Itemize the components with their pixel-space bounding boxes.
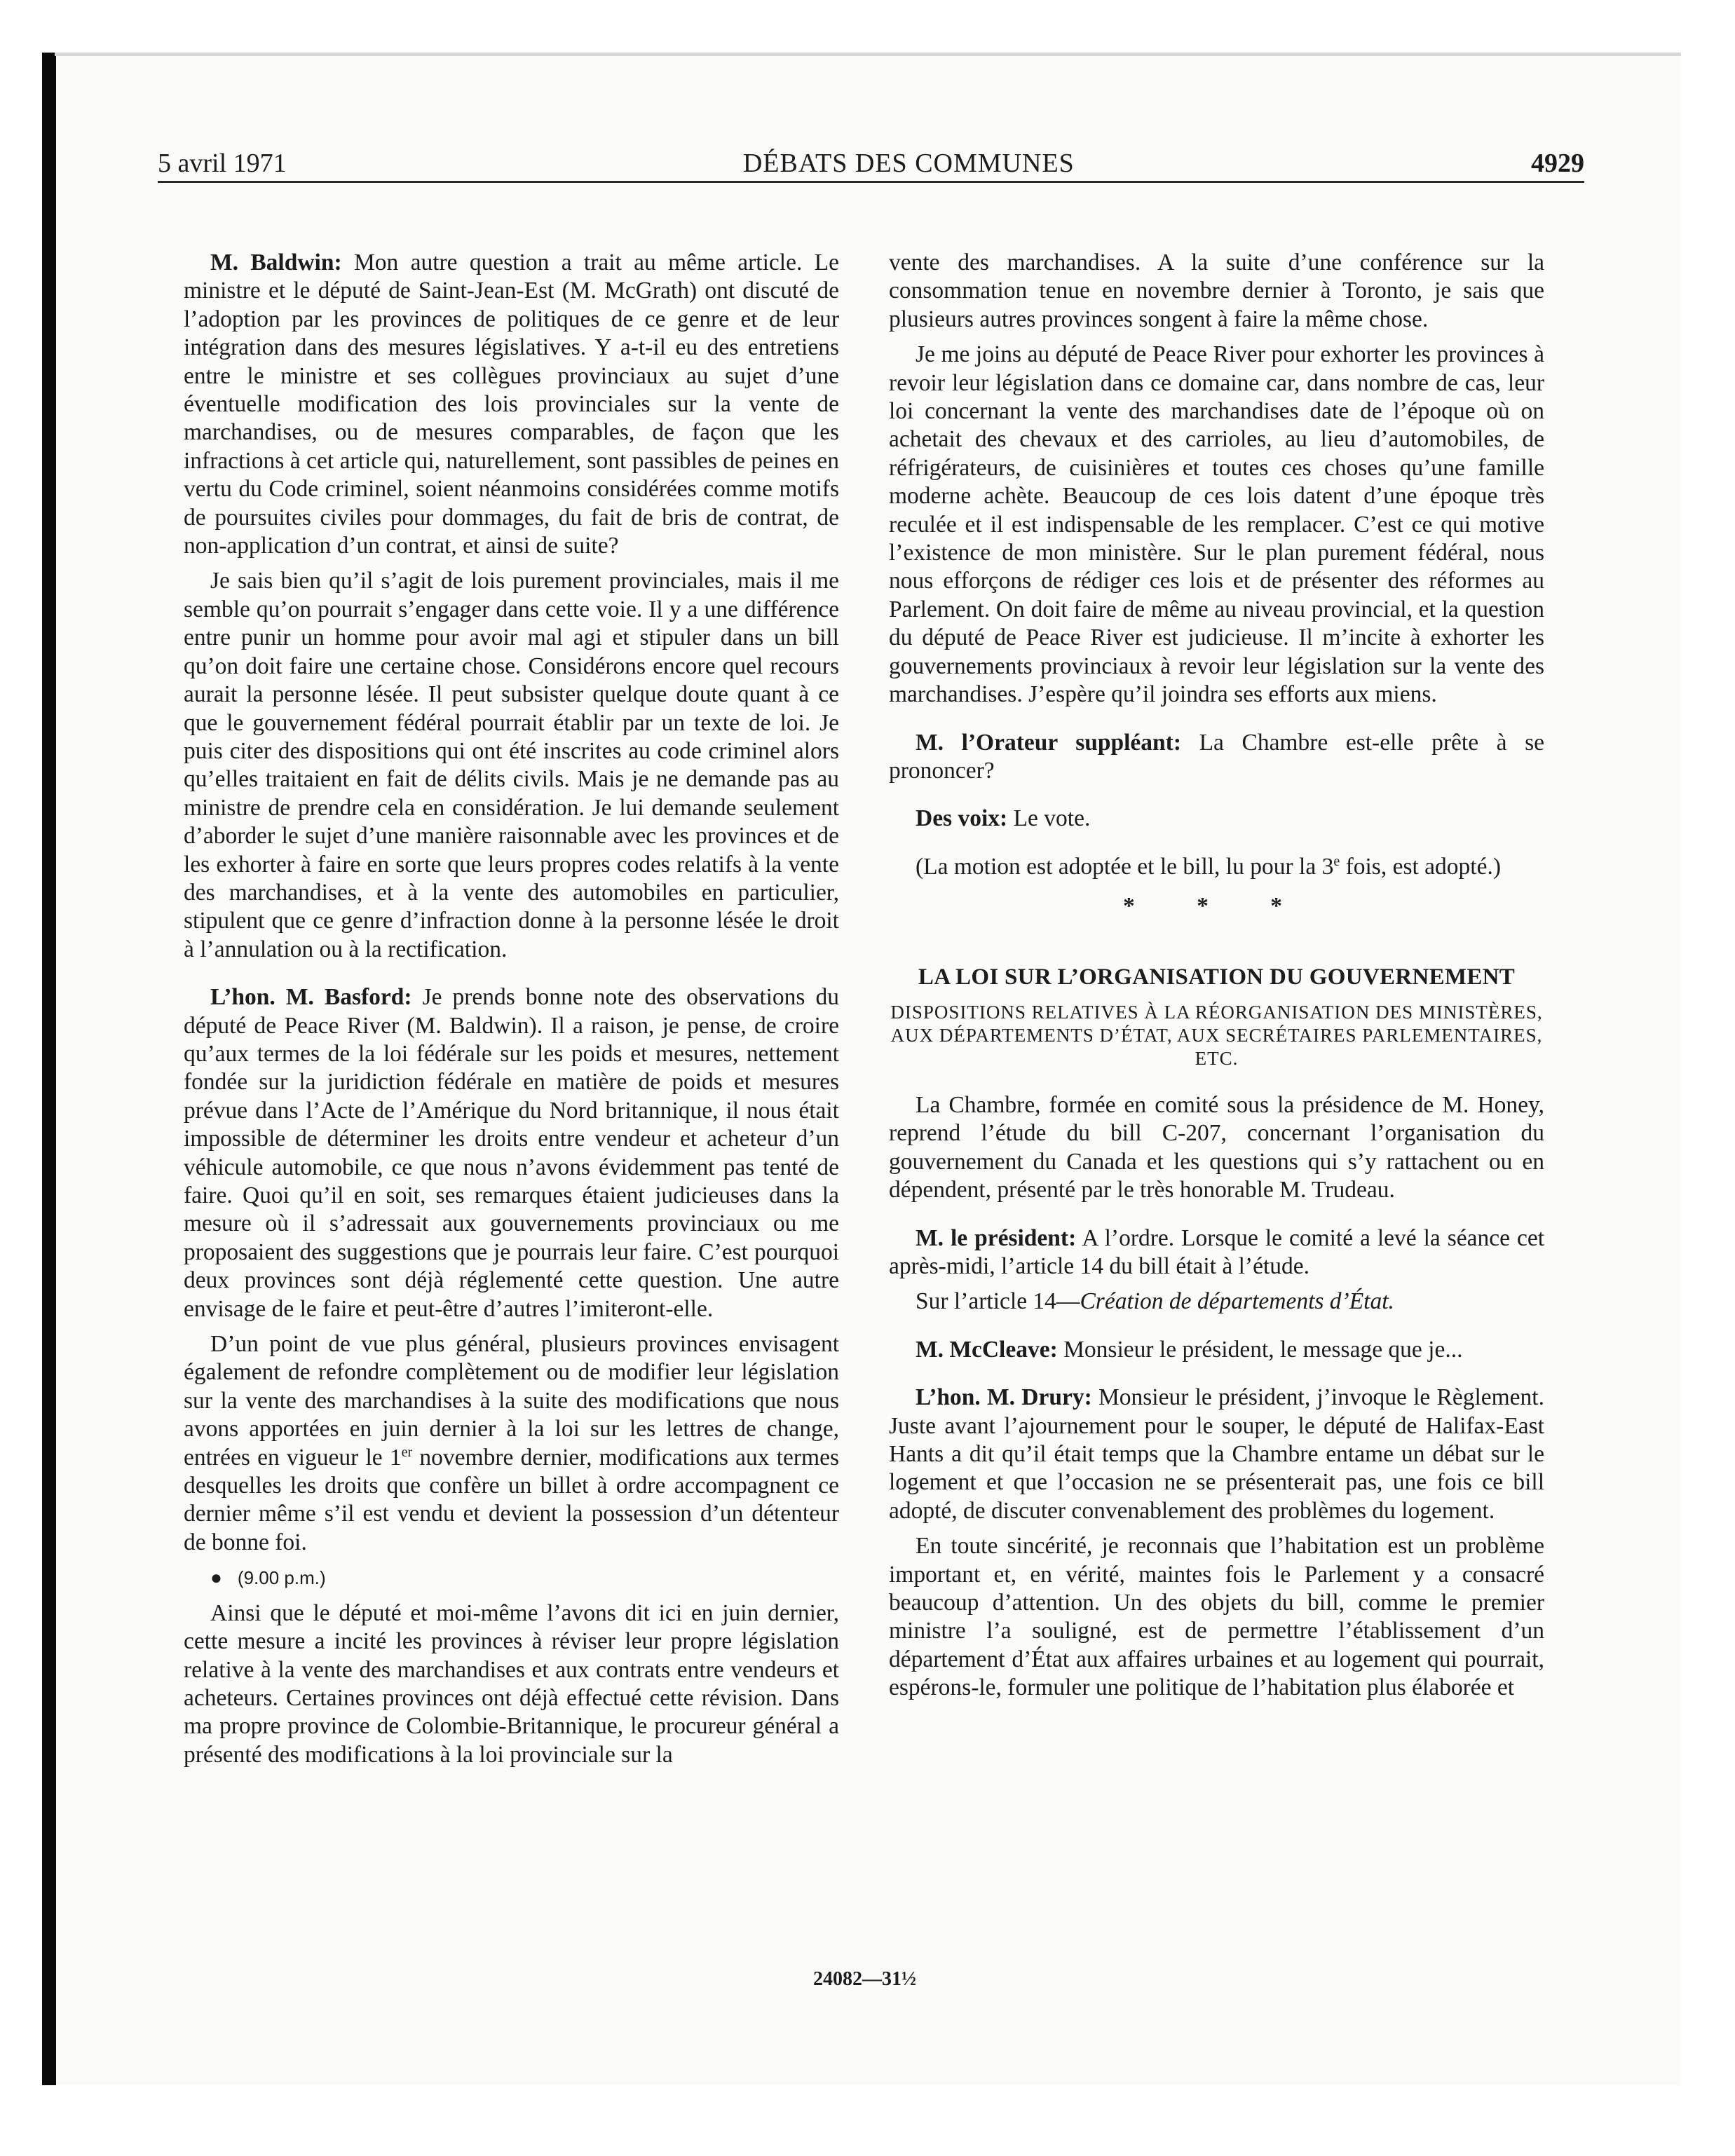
timestamp-text: (9.00 p.m.)	[237, 1567, 326, 1589]
paragraph	[889, 1384, 1544, 1525]
speaker-name: L’hon. M. Drury:	[916, 1384, 1092, 1411]
section-subtitle: DISPOSITIONS RELATIVES À LA RÉORGANISATION DES MINISTÈRES, AUX DÉPARTEMENTS D’ÉTAT, AUX SECRÉTAIRES PARLEMENTAIRES, ETC.	[890, 1001, 1543, 1069]
speech-text: A l’ordre. Lorsque le comité a levé la séance cet après-midi, l’article 14 du bill était à l’étude.	[889, 1224, 1544, 1279]
right-column	[889, 249, 1544, 1710]
speech-text: Monsieur le président, j’invoque le Règlement. Juste avant l’ajournement pour le souper, le député de Halifax-East Hants a dit qu’il était temps que la Chambre entame un débat sur le logement et que l’occasion ne se présenterait pas, une fois ce bill adopté, de discuter convenablement des problèmes du logement.	[889, 1384, 1544, 1524]
speaker-name: L’hon. M. Basford:	[210, 984, 412, 1011]
paragraph	[889, 805, 1544, 833]
section-separator: * * *	[1123, 893, 1310, 920]
speaker-name: M. l’Orateur suppléant:	[916, 729, 1181, 756]
ordinal-superscript: e	[1333, 853, 1340, 869]
speech-text: (La motion est adoptée et le bill, lu pour la 3	[916, 853, 1334, 880]
scan-border	[42, 53, 56, 2085]
paragraph	[184, 249, 839, 560]
speech-text: novembre dernier, modifications aux termes desquelles les droits que confère un billet à ordre accompagnent ce dernier même s’il est vendu et devient la possession d’un détenteur de bonne foi.	[184, 1444, 839, 1555]
paragraph	[184, 1330, 839, 1557]
speech-text: Sur l’article 14—	[916, 1288, 1080, 1315]
paragraph	[889, 729, 1544, 786]
paragraph	[889, 1288, 1544, 1316]
speaker-name: M. McCleave:	[916, 1336, 1058, 1363]
speech-text: Je prends bonne note des observations du député de Peace River (M. Baldwin). Il a raison, je pense, de croire qu’aux termes de la loi fédérale sur les poids et mesures, nettement fondée sur la juridiction fédérale en matière de poids et mesures prévue dans l’Acte de l’Amérique du Nord britannique, il nous était impossible de déterminer les droits entre vendeur et acheteur d’un véhicule automobile, ce que nous n’avons évidemment pas tenté de faire. Quoi qu’il en soit, ses remarques étaient judicieuses dans la mesure où il s’adressait aux gouvernements provinciaux ou me proposaient des suggestions que je pourrais leur faire. C’est pourquoi deux provinces sont déjà réglementé cette question. Une autre envisage de le faire et peut-être d’autres l’imiteront-elle.	[184, 984, 839, 1322]
speech-text: Le vote.	[1007, 805, 1091, 832]
paragraph	[889, 1336, 1544, 1364]
speaker-name: M. Baldwin:	[210, 250, 342, 275]
paragraph: Je me joins au député de Peace River pour exhorter les provinces à revoir leur législation dans ce domaine car, dans nombre de cas, leur loi concernant la vente des marchandises date de l’époque où on achetait des chevaux et des carrioles, au lieu d’automobiles, de réfrigérateurs, de cuisinières et toutes ces choses qu’une famille moderne achète. Beaucoup de ces lois datent d’une époque très reculée et il est indispensable de les remplacer. C’est ce qui motive l’existence de mon ministère. Sur le plan purement fédéral, nous nous efforçons de rédiger ces lois et de présenter des réformes au Parlement. On doit faire de même au niveau provincial, et la question du député de Peace River est judicieuse. Il m’incite à exhorter les gouvernements provinciaux à revoir leur législation sur la vente des marchandises. J’espère qu’il joindra ses efforts aux miens.	[889, 341, 1544, 708]
speech-text: La Chambre est-elle prête à se prononcer?	[889, 729, 1544, 784]
paragraph: Ainsi que le député et moi-même l’avons dit ici en juin dernier, cette mesure a incité les provinces à réviser leur propre législation relative à la vente des marchandises et aux contrats entre vendeurs et acheteurs. Certaines provinces ont déjà effectué cette révision. Dans ma propre province de Colombie-Britannique, le procureur général a présenté des modifications à la loi provinciale sur la	[184, 1599, 839, 1768]
speech-text: D’un point de vue plus général, plusieurs provinces envisagent également de refondre complètement ou de modifier leur législation sur la vente des marchandises à la suite des modifications que nous avons apportées en juin dernier à la loi sur les lettres de change, entrées en vigueur le 1	[184, 1331, 839, 1471]
article-title: Création de départements d’État.	[1080, 1288, 1394, 1315]
paragraph: En toute sincérité, je reconnais que l’habitation est un problème important et, en vérité, maintes fois le Parlement y a consacré beaucoup d’attention. Un des objets du bill, comme le premier ministre l’a souligné, est de permettre l’établissement d’un département d’État aux affaires urbaines et au logement qui pourrait, espérons-le, formuler une politique de l’habitation plus élaborée et	[889, 1533, 1544, 1701]
header-date: 5 avril 1971	[158, 149, 287, 178]
header-page-number: 4929	[1530, 149, 1584, 178]
footer-code: 24082—31½	[813, 1968, 916, 1990]
timestamp	[184, 1564, 839, 1592]
speech-text: Monsieur le président, le message que je...	[1057, 1336, 1463, 1363]
left-column	[184, 249, 839, 1776]
paragraph	[184, 983, 839, 1323]
speech-text: fois, est adopté.)	[1340, 853, 1502, 880]
bullet-icon: ●	[210, 1567, 222, 1589]
paragraph	[889, 1224, 1544, 1281]
speaker-name: M. le président:	[916, 1224, 1077, 1251]
header-title: DÉBATS DES COMMUNES	[742, 149, 1075, 178]
paragraph: Je sais bien qu’il s’agit de lois purement provinciales, mais il me semble qu’on pourrait s’engager dans cette voie. Il y a une différence entre punir un homme pour avoir mal agi et stipuler dans un bill qu’on doit faire une certaine chose. Considérons encore quel recours aurait la personne lésée. Il peut subsister quelque doute quant à ce que le gouvernement fédéral pourrait établir par un texte de loi. Je puis citer des dispositions qui ont été inscrites au code criminel alors qu’elles traitaient en fait de délits civils. Mais je ne demande pas au ministre de prendre cela en considération. Je lui demande seulement d’aborder le sujet d’une manière raisonnable avec les provinces et de les exhorter à faire en sorte que leurs propres codes relatifs à la vente des marchandises, et à la vente des automobiles en particulier, stipulent que ce genre d’infraction donne à la personne lésée le droit à l’annulation ou à la rectification.	[184, 568, 839, 962]
section-title: LA LOI SUR L’ORGANISATION DU GOUVERNEMENT	[918, 964, 1516, 990]
ordinal-superscript: er	[401, 1444, 413, 1460]
paragraph: La Chambre, formée en comité sous la présidence de M. Honey, reprend l’étude du bill C-207, concernant l’organisation du gouvernement du Canada et les questions qui s’y rattachent ou en dépendent, présenté par le très honorable M. Trudeau.	[889, 1091, 1544, 1203]
speaker-name: Des voix:	[916, 805, 1008, 832]
paragraph: vente des marchandises. A la suite d’une conférence sur la consommation tenue en novembre dernier à Toronto, je sais que plusieurs autres provinces songent à faire la même chose.	[889, 250, 1544, 332]
running-header	[158, 147, 1584, 183]
paragraph	[889, 853, 1544, 881]
speech-text: Mon autre question a trait au même article. Le ministre et le député de Saint-Jean-Est (M. McGrath) ont discuté de l’adoption par les provinces de politiques de ce genre et de leur intégration dans des mesures législatives. Y a-t-il eu des entretiens entre le ministre et ses collègues provinciaux au sujet d’une éventuelle modification des lois provinciales sur la vente de marchandises, ou de mesures comparables, de façon que les infractions à cet article qui, naturellement, sont passibles de peines en vertu du Code criminel, soient néanmoins considérées comme motifs de poursuites civiles pour dommages, du fait de bris de contrat, de non-application d’un contrat, et ainsi de suite?	[184, 250, 839, 559]
